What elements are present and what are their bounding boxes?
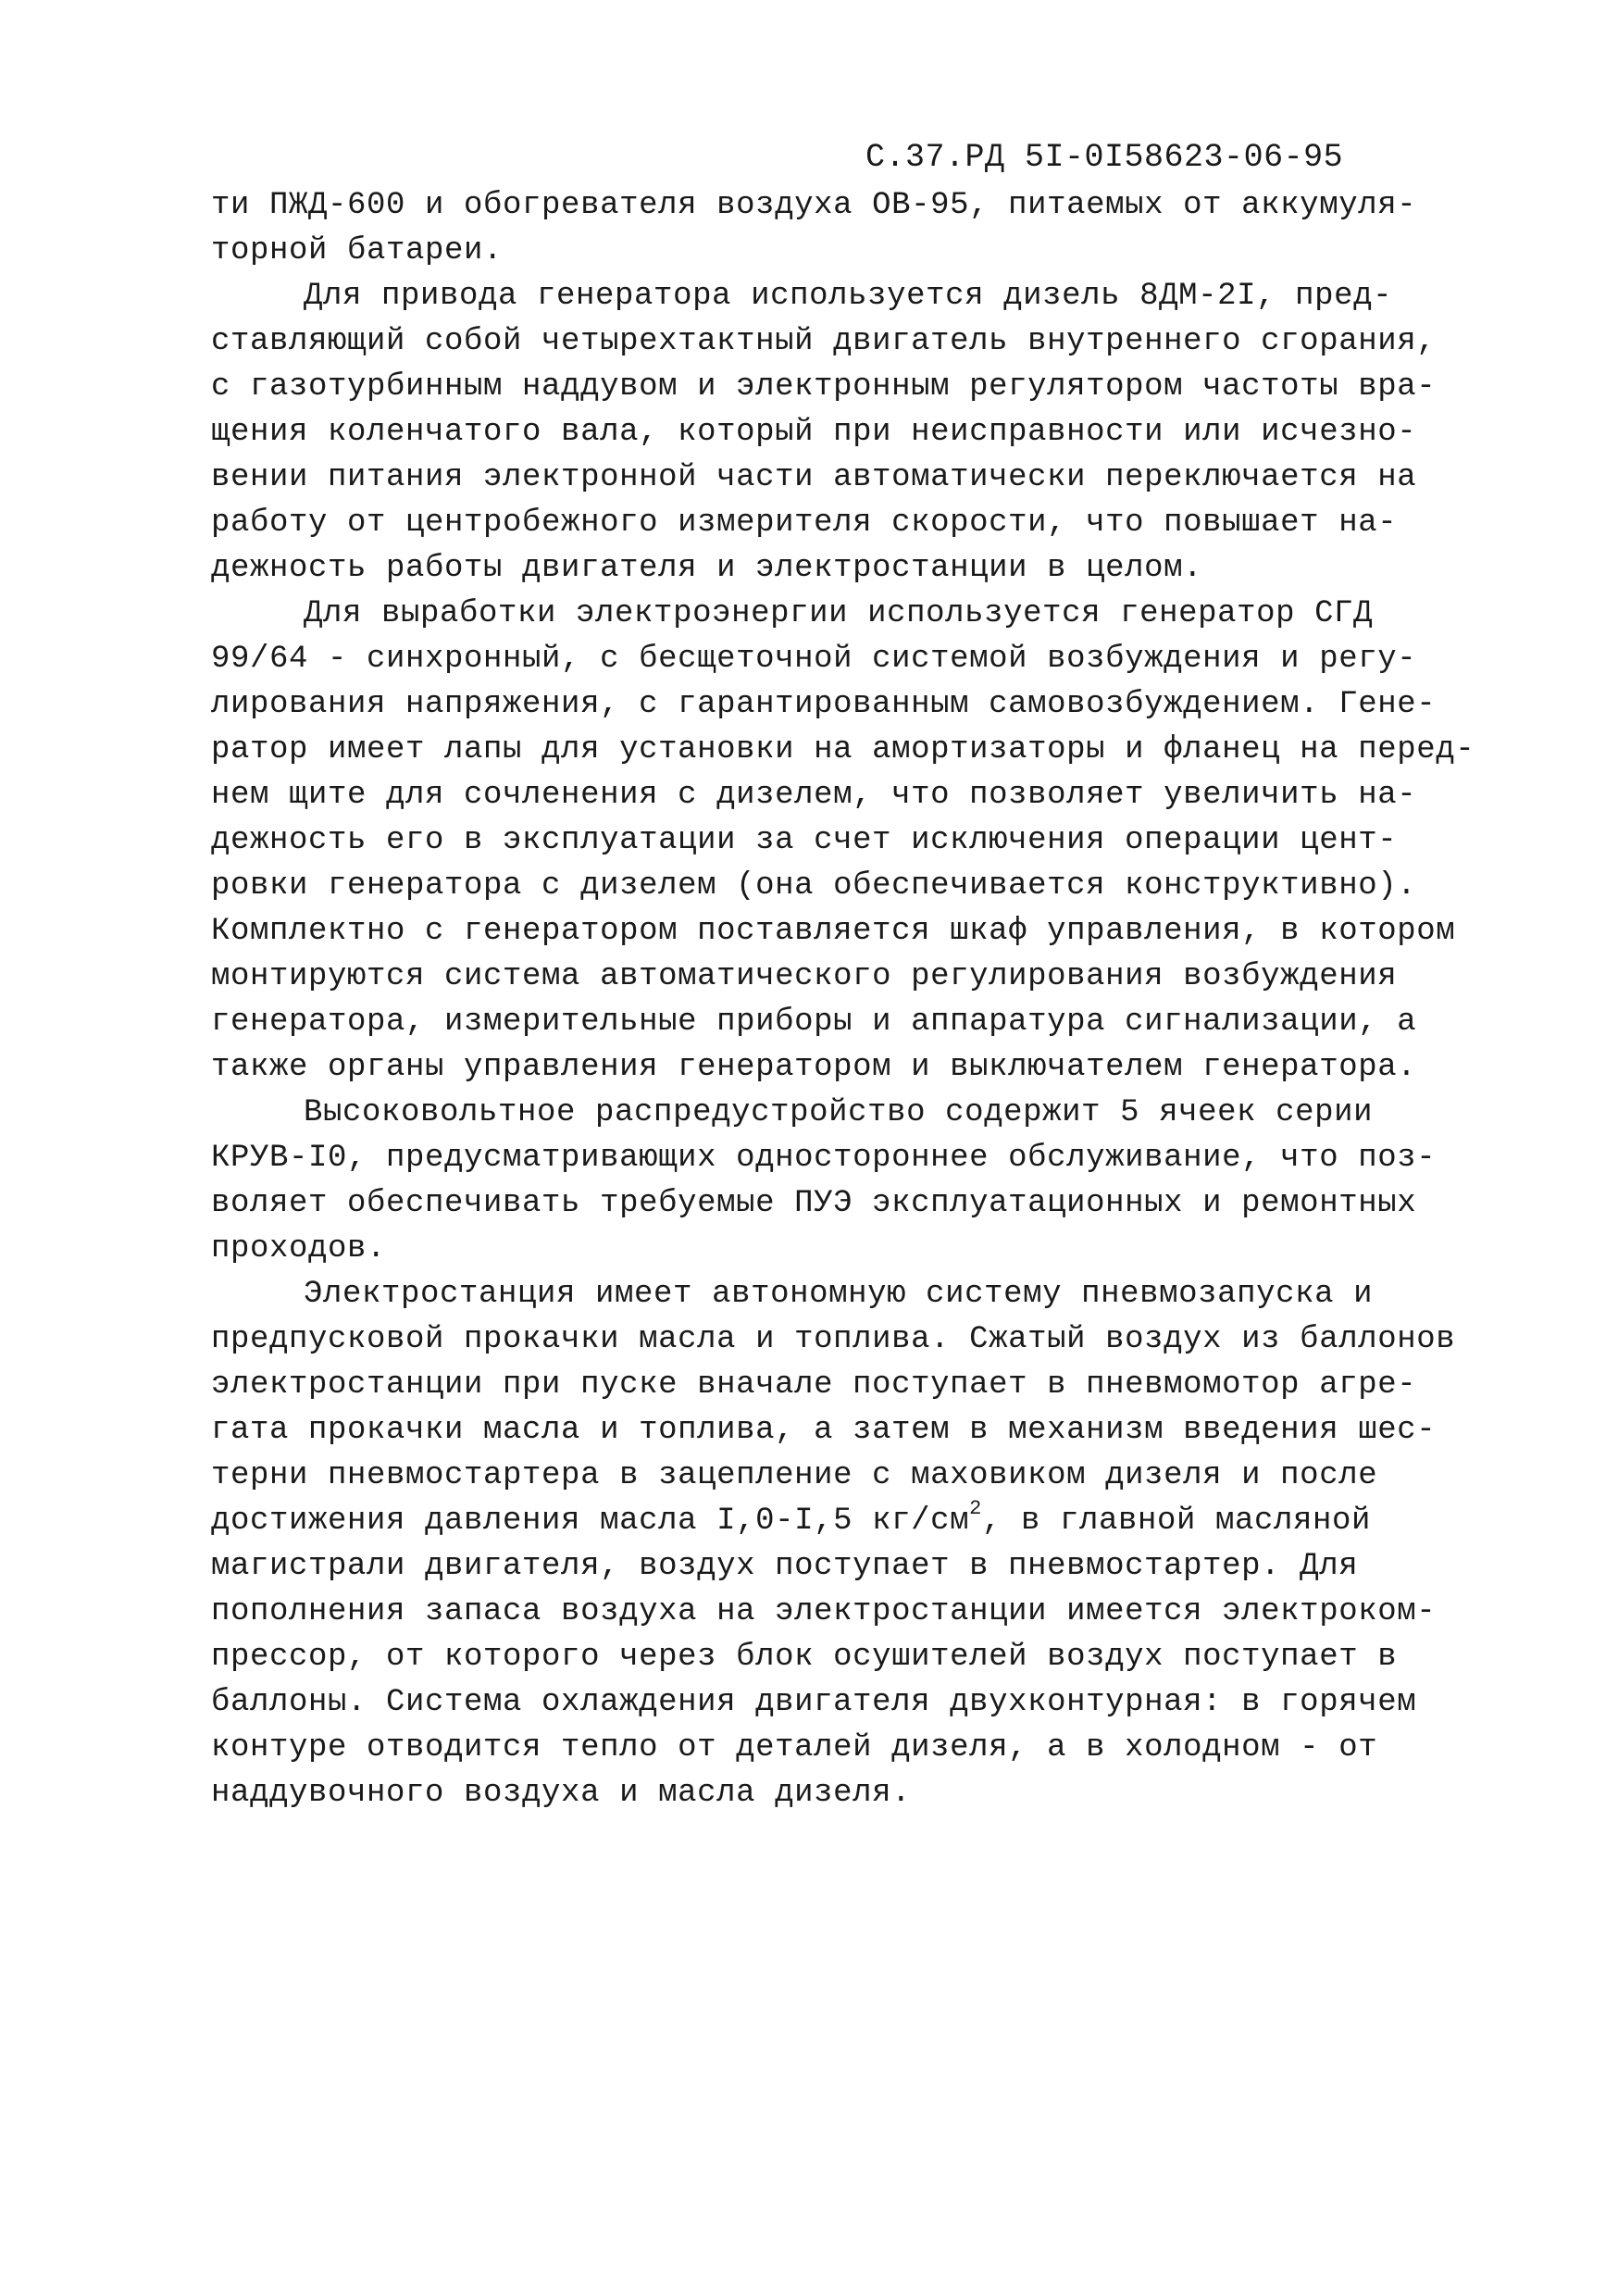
text-line bbox=[211, 410, 1451, 455]
text-line bbox=[211, 501, 1451, 546]
text-line-content: Для выработки электроэнергии используется генератор СГД bbox=[304, 596, 1374, 631]
text-line bbox=[211, 1272, 1451, 1317]
text-line bbox=[211, 274, 1451, 319]
text-line bbox=[211, 1136, 1451, 1181]
text-line bbox=[211, 365, 1451, 410]
text-line bbox=[211, 1363, 1451, 1408]
text-line-content: торной батареи. bbox=[211, 233, 504, 268]
text-line bbox=[211, 319, 1451, 365]
text-line bbox=[211, 592, 1451, 637]
text-line bbox=[211, 728, 1475, 773]
text-line-content: воляет обеспечивать требуемые ПУЭ эксплуатационных и ремонтных bbox=[211, 1186, 1417, 1221]
text-line bbox=[211, 229, 1451, 274]
text-line-content: Для привода генератора используется дизель 8ДМ-2I, пред- bbox=[304, 279, 1393, 314]
text-line bbox=[211, 183, 1451, 229]
text-line-content: баллоны. Система охлаждения двигателя двухконтурная: в горячем bbox=[211, 1685, 1417, 1720]
text-line bbox=[211, 1317, 1456, 1363]
text-line bbox=[211, 1045, 1451, 1091]
text-line-content: предпусковой прокачки масла и топлива. Сжатый воздух из баллонов bbox=[211, 1322, 1456, 1357]
text-line-content: генератора, измерительные приборы и аппаратура сигнализации, а bbox=[211, 1004, 1417, 1040]
text-line-content: проходов. bbox=[211, 1231, 387, 1267]
text-line bbox=[211, 1091, 1451, 1136]
text-line bbox=[211, 1635, 1451, 1680]
superscript: 2 bbox=[969, 1497, 982, 1520]
text-line-content: электростанции при пуске вначале поступает в пневмомотор агре- bbox=[211, 1367, 1417, 1403]
text-line bbox=[211, 1181, 1451, 1227]
text-line-content: монтируются система автоматического регулирования возбуждения bbox=[211, 959, 1398, 994]
text-line-tail: , в главной масляной bbox=[981, 1504, 1372, 1539]
text-line-content: ровки генератора с дизелем (она обеспечивается конструктивно). bbox=[211, 868, 1417, 904]
text-line-content: щения коленчатого вала, который при неисправности или исчезно- bbox=[211, 415, 1417, 450]
text-line bbox=[211, 637, 1451, 682]
text-line bbox=[211, 1499, 1451, 1544]
text-line bbox=[211, 1408, 1451, 1454]
text-line bbox=[211, 1771, 1451, 1816]
text-line bbox=[211, 1590, 1451, 1635]
text-line bbox=[211, 1544, 1451, 1590]
text-line bbox=[211, 1680, 1451, 1726]
text-line bbox=[211, 1726, 1451, 1771]
text-line-content: Электростанция имеет автономную систему пневмозапуска и bbox=[304, 1277, 1374, 1312]
text-line-content: гата прокачки масла и топлива, а затем в механизм введения шес- bbox=[211, 1413, 1437, 1448]
text-line-content: наддувочного воздуха и масла дизеля. bbox=[211, 1776, 912, 1811]
text-line-content: дежность работы двигателя и электростанции в целом. bbox=[211, 551, 1203, 586]
text-line-content: с газотурбинным наддувом и электронным регулятором частоты вра- bbox=[211, 369, 1437, 405]
text-line bbox=[211, 1000, 1451, 1045]
text-line bbox=[211, 909, 1456, 955]
text-line-content: ратор имеет лапы для установки на амортизаторы и фланец на перед- bbox=[211, 732, 1475, 767]
text-line bbox=[211, 1227, 1451, 1272]
text-line-content: Высоковольтное распредустройство содержит 5 ячеек серии bbox=[304, 1095, 1374, 1130]
page-header: С.37.РД 5I-0I58623-06-95 bbox=[865, 139, 1344, 176]
text-line bbox=[211, 1454, 1451, 1499]
text-line-content: контуре отводится тепло от деталей дизеля, а в холодном - от bbox=[211, 1730, 1378, 1766]
text-line-content: лирования напряжения, с гарантированным самовозбуждением. Гене- bbox=[211, 687, 1437, 722]
text-line-content: 99/64 - синхронный, с бесщеточной системой возбуждения и регу- bbox=[211, 642, 1417, 677]
text-line-content: ти ПЖД-600 и обогревателя воздуха ОВ-95, питаемых от аккумуля- bbox=[211, 188, 1417, 223]
text-line bbox=[211, 818, 1451, 864]
text-line-content: ставляющий собой четырехтактный двигатель внутреннего сгорания, bbox=[211, 324, 1437, 359]
text-line bbox=[211, 455, 1451, 501]
text-line-content: вении питания электронной части автоматически переключается на bbox=[211, 460, 1417, 495]
text-line-content: также органы управления генератором и выключателем генератора. bbox=[211, 1050, 1417, 1085]
text-line-content: достижения давления масла I,0-I,5 кг/см bbox=[211, 1504, 970, 1539]
text-line-content: магистрали двигателя, воздух поступает в пневмостартер. Для bbox=[211, 1549, 1359, 1584]
text-line bbox=[211, 864, 1451, 909]
text-line-content: работу от центробежного измерителя скорости, что повышает на- bbox=[211, 505, 1398, 541]
text-line bbox=[211, 955, 1451, 1000]
text-line-content: КРУВ-I0, предусматривающих одностороннее обслуживание, что поз- bbox=[211, 1141, 1437, 1176]
text-line-content: нем щите для сочленения с дизелем, что позволяет увеличить на- bbox=[211, 778, 1417, 813]
text-line bbox=[211, 546, 1451, 592]
text-line bbox=[211, 682, 1451, 728]
text-line-content: прессор, от которого через блок осушителей воздух поступает в bbox=[211, 1640, 1398, 1675]
text-line-content: Комплектно с генератором поставляется шкаф управления, в котором bbox=[211, 914, 1456, 949]
text-line-content: терни пневмостартера в зацепление с маховиком дизеля и после bbox=[211, 1458, 1378, 1493]
text-line bbox=[211, 773, 1451, 818]
text-line-content: пополнения запаса воздуха на электростанции имеется электроком- bbox=[211, 1594, 1437, 1629]
text-line-content: дежность его в эксплуатации за счет исключения операции цент- bbox=[211, 823, 1398, 858]
body-text bbox=[211, 183, 1475, 1816]
